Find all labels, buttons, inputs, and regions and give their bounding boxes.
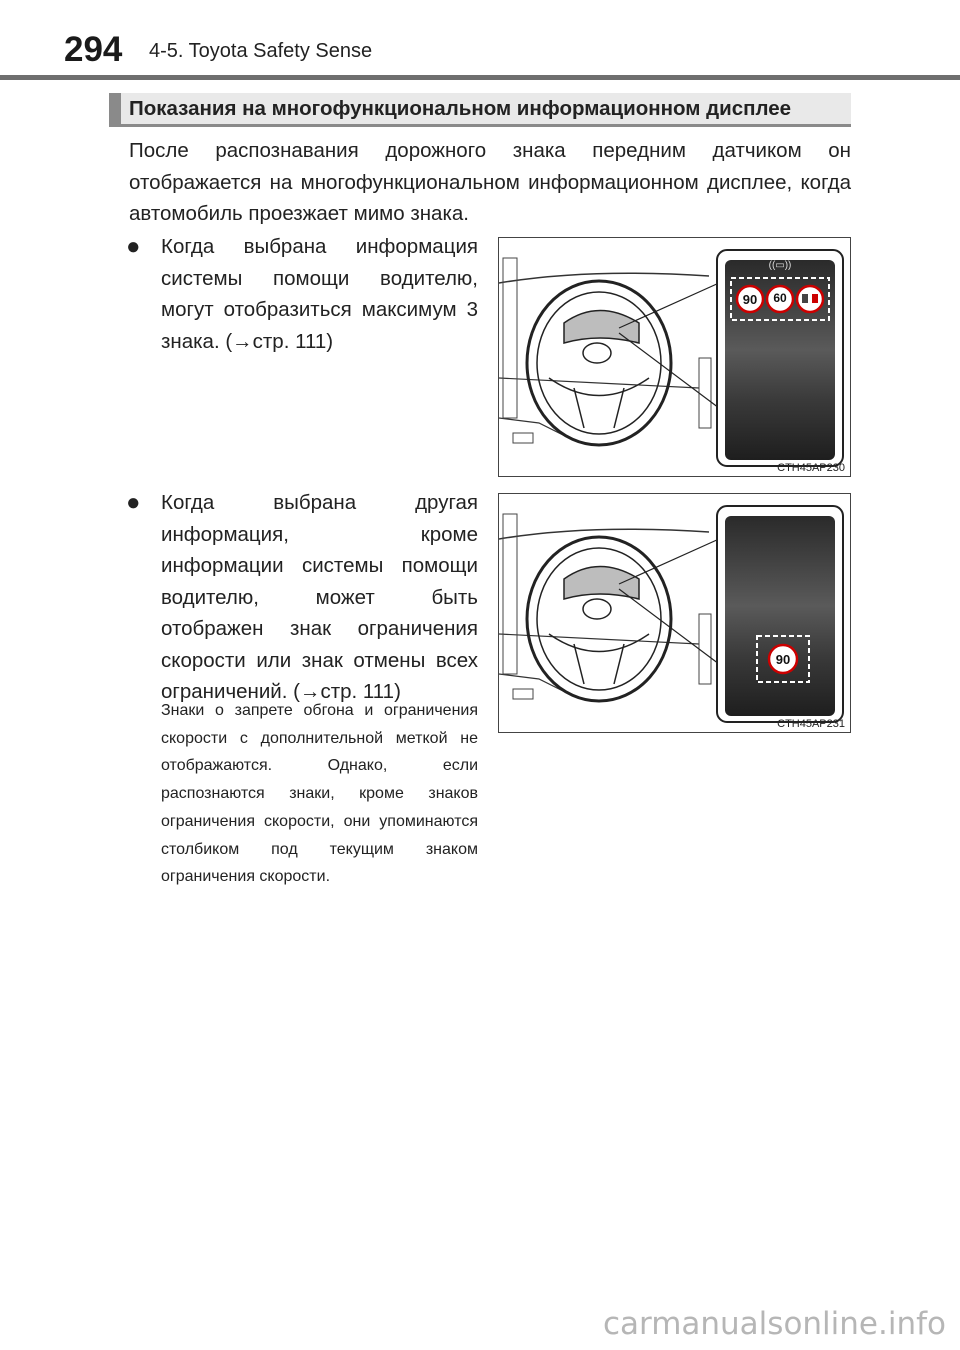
figure-dashboard-3-signs	[498, 237, 851, 477]
subsection-title-bar	[109, 93, 851, 127]
radar-cruise-icon: ((▭))	[768, 260, 792, 271]
bullet-dot-icon: ●	[126, 489, 141, 516]
subsection-title: Показания на многофункциональном информационном дисплее	[129, 97, 792, 120]
note-paragraph: Знаки о запрете обгона и ограничения скорости с дополнительной меткой не отображаются. Однако, если распознаются знаки, кроме знаков ограничения скорости, они упоминаются столбиком под текущим знаком ограничения скорости.	[161, 702, 478, 886]
figure-code: CTH45AP230	[777, 462, 845, 474]
fig1-sign-1: 90	[742, 292, 758, 307]
watermark: carmanualsonline.info	[602, 1306, 946, 1342]
intro-paragraph: После распознавания дорожного знака передним датчиком он отображается на многофункциональном информационном дисплее, когда автомобиль проезжает мимо знака.	[129, 139, 851, 225]
page-number: 294	[64, 30, 123, 69]
figure-code: CTH45AP231	[777, 718, 845, 730]
dashboard-illustration	[499, 238, 852, 478]
bullet-text-1: Когда выбрана информация системы помощи водителю, могут отобразиться максимум 3 знака. (→стр. 111)	[161, 235, 478, 353]
dashboard-illustration	[499, 494, 852, 734]
section-title: 4-5. Toyota Safety Sense	[149, 40, 373, 62]
no-overtaking-sign-icon	[797, 286, 823, 312]
figure-dashboard-1-sign	[498, 493, 851, 733]
header-rule	[0, 75, 960, 80]
bullet-text-2: Когда выбрана другая информация, кроме информации системы помощи водителю, может быть отображен знак ограничения скорости или знак отмены всех ограничений. (→стр. 111)	[161, 491, 478, 703]
bullet-dot-icon: ●	[126, 233, 141, 260]
fig2-sign-1: 90	[775, 652, 791, 667]
fig1-sign-2: 60	[773, 291, 787, 305]
